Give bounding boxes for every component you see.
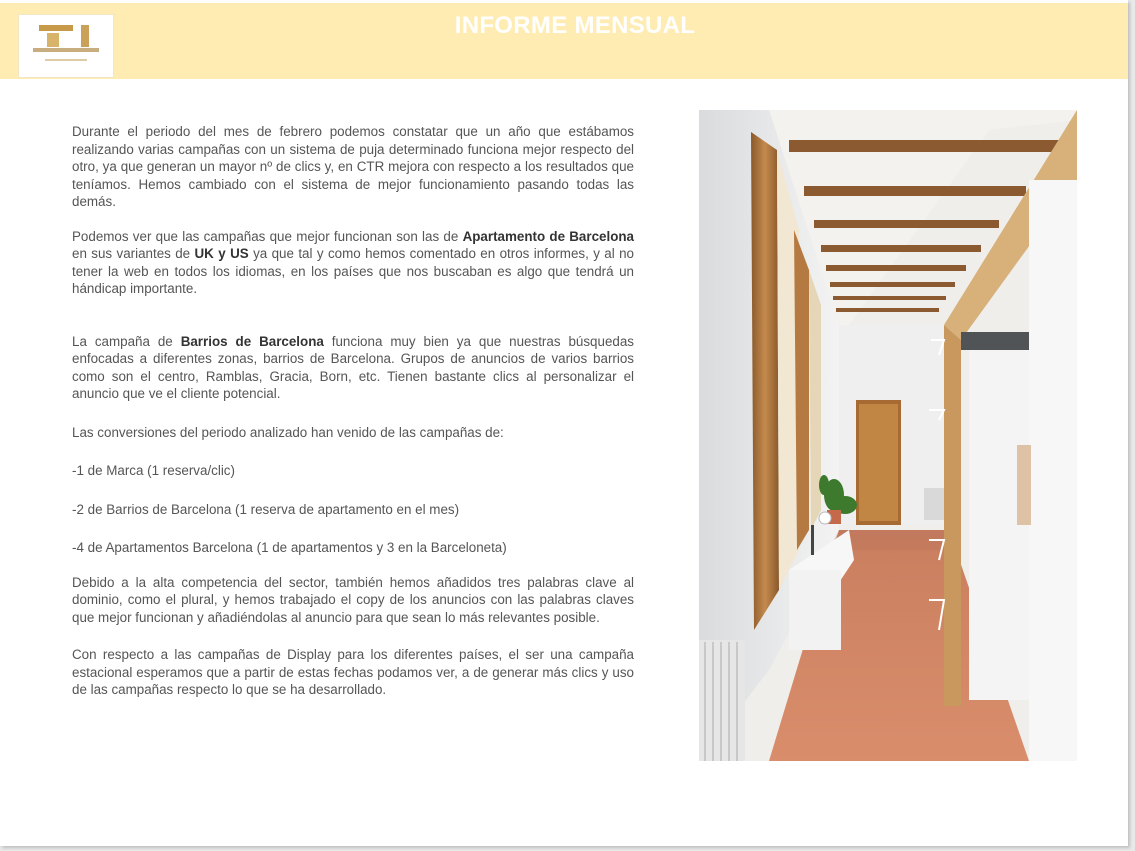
page-title-text: INFORME MENSUAL [454, 12, 696, 39]
paragraph-top-campaigns: Podemos ver que las campañas que mejor funcionan son las de Apartamento de Barcelona en sus variantes de UK y US ya que tal y como hemos comentado en otros informes, y al no tener la web en todos los idiomas, en los países que nos buscaban es algo que tendrá un hándicap importante. [72, 228, 635, 296]
paragraph-competition: Debido a la alta competencia del sector, también hemos añadidos tres palabras clave al dominio, como el plural, y hemos trabajado el copy de los anuncios con las palabras claves que mejor funcionan y añadiéndolas al anuncio para que sean lo más relevantes posible. [72, 574, 634, 625]
conversion-item-apartments: -4 de Apartamentos Barcelona (1 de apartamentos y 3 en la Barceloneta) [72, 540, 507, 555]
conversion-item-neighborhoods: -2 de Barrios de Barcelona (1 reserva de apartamento en el mes) [72, 501, 460, 517]
apartment-hallway-photo [699, 110, 1077, 761]
page-title [0, 3, 1128, 93]
report-body [72, 123, 634, 699]
paragraph-conversions-intro: Las conversiones del periodo analizado han venido de las campañas de: [72, 424, 504, 440]
paragraph-display: Con respecto a las campañas de Display para los diferentes países, el ser una campaña estacional esperamos que a partir de estas fechas podamos ver, a de generar más clics y uso de las campañas respecto lo que se ha desarrollado. [72, 647, 634, 697]
header-bar [0, 3, 1128, 79]
paragraph-bidding: Durante el periodo del mes de febrero podemos constatar que un año que estábamos realizando varias campañas con un sistema de puja determinado funciona mejor respecto del otro, ya que generan un mayor nº de clics y, en CTR mejora con respecto a los resultados que teníamos. Hemos cambiado con el sistema de mejor funcionamiento pasando todas las demás. [72, 124, 634, 209]
paragraph-neighborhoods: La campaña de Barrios de Barcelona funciona muy bien ya que nuestras búsquedas enfocadas a diferentes zonas, barrios de Barcelona. Grupos de anuncios de varios barrios como son el centro, Ramblas, Gracia, Born, etc. Tienen bastante clics al personalizar el anuncio que ve el cliente potencial. [72, 333, 634, 401]
conversion-item-brand: -1 de Marca (1 reserva/clic) [72, 463, 235, 478]
